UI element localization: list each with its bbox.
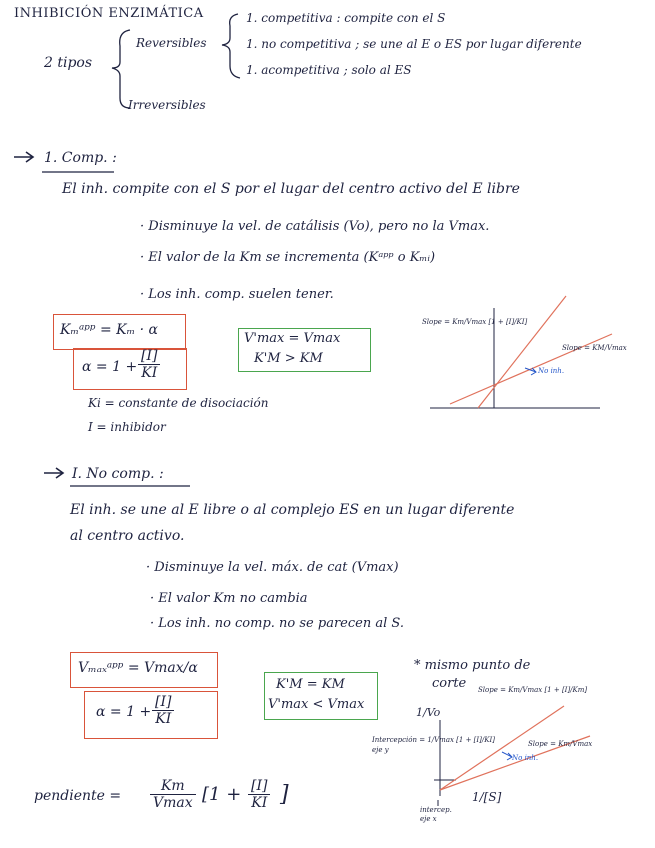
alpha2-lhs: α = 1 + xyxy=(96,704,152,720)
graph1-slope-top: Slope = Km/Vmax [1 + [I]/KI] xyxy=(422,318,528,326)
section1-bullet-2: · El valor de la Km se incrementa (Kᵃᵖᵖ o Kₘᵢ) xyxy=(140,250,436,265)
graph2-y-axis: 1/Vo xyxy=(416,706,441,719)
section2-green-line1: K'M = KM xyxy=(276,677,345,692)
section2-green-line2: V'max < Vmax xyxy=(268,697,365,712)
section1-bullet-1: · Disminuye la vel. de catálisis (Vo), pero no la Vmax. xyxy=(140,219,490,234)
graph1-slope-right: Slope = KM/Vmax xyxy=(562,344,627,352)
irreversibles-label: Irreversibles xyxy=(128,98,206,112)
vapp-formula: Vₘₐₓᵃᵖᵖ = Vmax/α xyxy=(78,660,198,676)
pendiente-inner-den: KI xyxy=(251,795,268,811)
graph2-slope-right: Slope = Km/Vmax xyxy=(528,740,593,748)
rev-item-competitiva: 1. competitiva : compite con el S xyxy=(246,11,446,25)
section1-green-line1: V'max = Vmax xyxy=(244,331,341,346)
tipos-label: 2 tipos xyxy=(44,55,93,71)
ki-definition: Ki = constante de disociación xyxy=(88,396,269,410)
note-line1: * mismo punto de xyxy=(414,658,531,673)
alpha1-num: [I] xyxy=(138,348,160,365)
pendiente-fraction xyxy=(150,778,196,811)
graph2-intercept-x-2: eje x xyxy=(420,815,437,823)
section2-bullet-1: · Disminuye la vel. máx. de cat (Vmax) xyxy=(146,560,399,575)
note-line2: corte xyxy=(432,676,467,691)
pendiente-num: Km xyxy=(150,778,196,795)
pendiente-bracket-close: ] xyxy=(280,782,289,807)
graph2-no-inh: No inh. xyxy=(512,754,539,762)
rev-item-no-competitiva: 1. no competitiva ; se une al E o ES por lugar diferente xyxy=(246,37,582,51)
graph2-intercept-y-2: eje y xyxy=(372,746,389,754)
graph2-x-axis: 1/[S] xyxy=(472,790,502,804)
section1-green-line2: K'M > KM xyxy=(254,351,323,366)
alpha2-den: KI xyxy=(155,711,172,727)
section2-bullet-3: · Los inh. no comp. no se parecen al S. xyxy=(150,616,404,631)
section2-bullet-2: · El valor Km no cambia xyxy=(150,591,308,606)
section2-description-2: al centro activo. xyxy=(70,528,185,544)
section1-description: El inh. compite con el S por el lugar del centro activo del E libre xyxy=(62,181,520,197)
section2-description-1: El inh. se une al E libre o al complejo ES en un lugar diferente xyxy=(70,502,515,518)
rev-item-acompetitiva: 1. acompetitiva ; solo al ES xyxy=(246,63,412,77)
kapp-formula: Kₘᵃᵖᵖ = Kₘ · α xyxy=(60,322,158,338)
section1-bullet-3: · Los inh. comp. suelen tener. xyxy=(140,287,334,302)
section2-heading: I. No comp. : xyxy=(72,466,164,482)
section1-heading: 1. Comp. : xyxy=(44,150,117,166)
pendiente-inner-fraction xyxy=(248,778,270,811)
graph1-no-inh: No inh. xyxy=(538,367,565,375)
graph2-intercept-y-1: Intercepción = 1/Vmax [1 + [I]/KI] xyxy=(372,736,495,744)
page-title: INHIBICIÓN ENZIMÁTICA xyxy=(14,6,204,21)
alpha1-lhs: α = 1 + xyxy=(82,359,138,375)
reversibles-label: Reversibles xyxy=(136,36,207,50)
inh-line xyxy=(440,706,564,790)
i-definition: I = inhibidor xyxy=(88,420,166,434)
pendiente-inner-num: [I] xyxy=(248,778,270,795)
alpha2-num: [I] xyxy=(152,694,174,711)
alpha1-den: KI xyxy=(141,365,158,381)
graph2-slope-top: Slope = Km/Vmax [1 + [I]/Km] xyxy=(478,686,588,694)
pendiente-label: pendiente = xyxy=(34,788,122,804)
pendiente-bracket-open: [1 + xyxy=(202,784,242,805)
graph2-intercept-x-1: intercep. xyxy=(420,806,452,814)
pendiente-den: Vmax xyxy=(153,795,193,811)
